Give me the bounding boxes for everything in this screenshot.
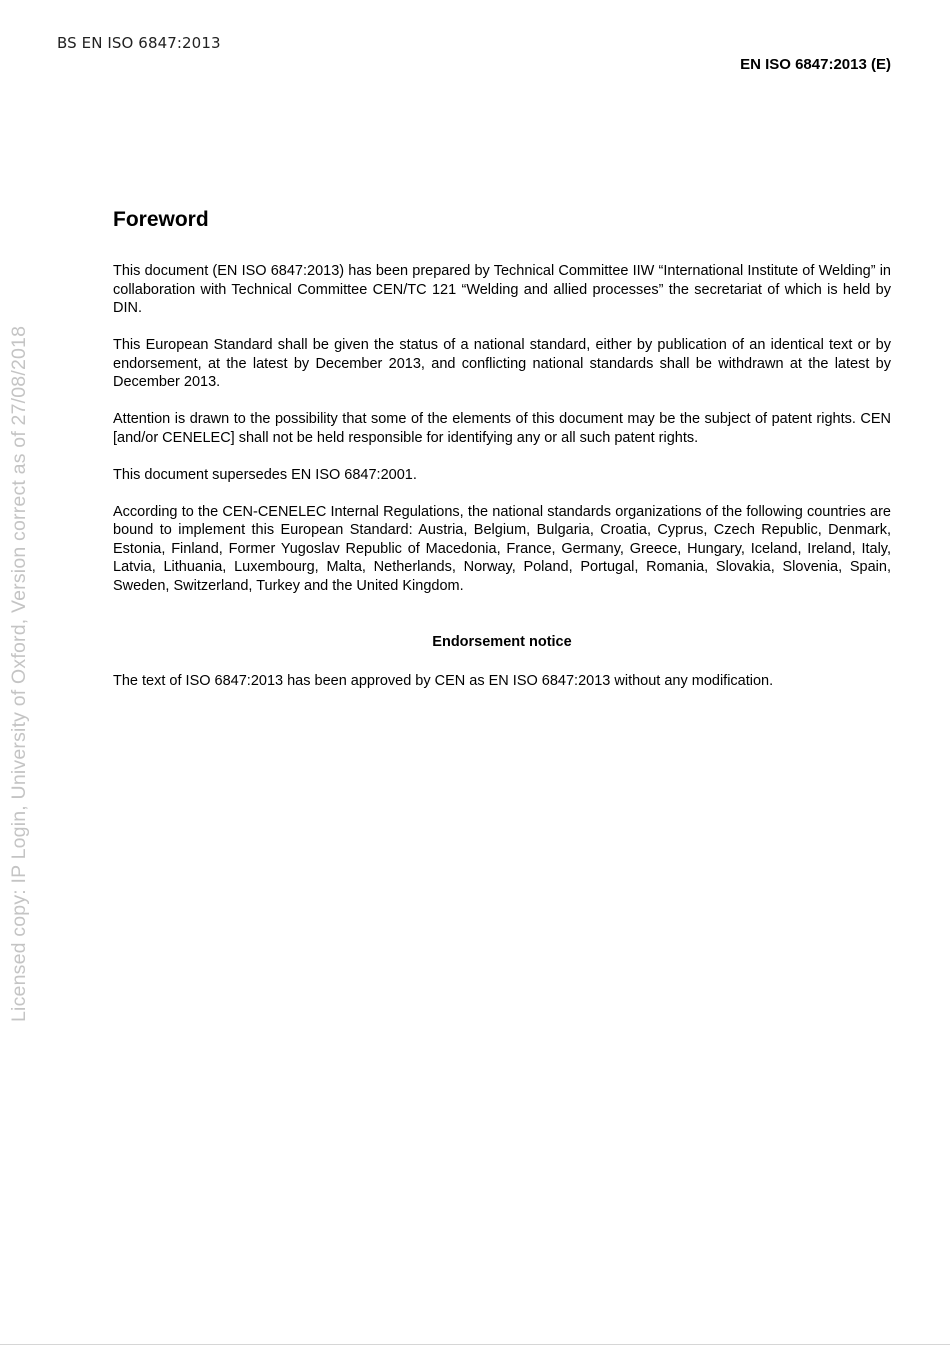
foreword-paragraph-3: Attention is drawn to the possibility that some of the elements of this document may be the subject of patent rights. CEN [and/or CENELEC] shall not be held responsible for identifying any or all such patent rights.: [113, 411, 891, 446]
endorsement-heading: Endorsement notice: [432, 634, 572, 650]
license-watermark: Licensed copy: IP Login, University of Oxford, Version correct as of 27/08/2018: [8, 325, 30, 1022]
endorsement-text: The text of ISO 6847:2013 has been approved by CEN as EN ISO 6847:2013 without any modification.: [113, 672, 774, 689]
foreword-paragraph-1: This document (EN ISO 6847:2013) has been prepared by Technical Committee IIW “International Institute of Welding” in collaboration with Technical Committee CEN/TC 121 “Welding and allied processes” the secretariat of which is held by DIN.: [113, 263, 891, 316]
foreword-paragraph-4: This document supersedes EN ISO 6847:2001.: [113, 466, 417, 483]
foreword-paragraph-2: This European Standard shall be given the status of a national standard, either by publication of an identical text or by endorsement, at the latest by December 2013, and conflicting national standards shall be withdrawn at the latest by December 2013.: [113, 337, 891, 390]
bs-standard-header: BS EN ISO 6847:2013: [57, 34, 221, 52]
foreword-title: Foreword: [113, 208, 209, 231]
en-standard-header: EN ISO 6847:2013 (E): [740, 56, 891, 73]
foreword-paragraph-5: According to the CEN-CENELEC Internal Regulations, the national standards organizations of the following countries are bound to implement this European Standard: Austria, Belgium, Bulgaria, Croatia, Cyprus, Czech Republic, Denmark, Estonia, Finland, Former Yugoslav Republic of Macedonia, France, Germany, Greece, Hungary, Iceland, Ireland, Italy, Latvia, Lithuania, Luxembourg, Malta, Netherlands, Norway, Poland, Portugal, Romania, Slovakia, Slovenia, Spain, Sweden, Switzerland, Turkey and the United Kingdom.: [113, 503, 891, 594]
document-body: [113, 206, 891, 709]
